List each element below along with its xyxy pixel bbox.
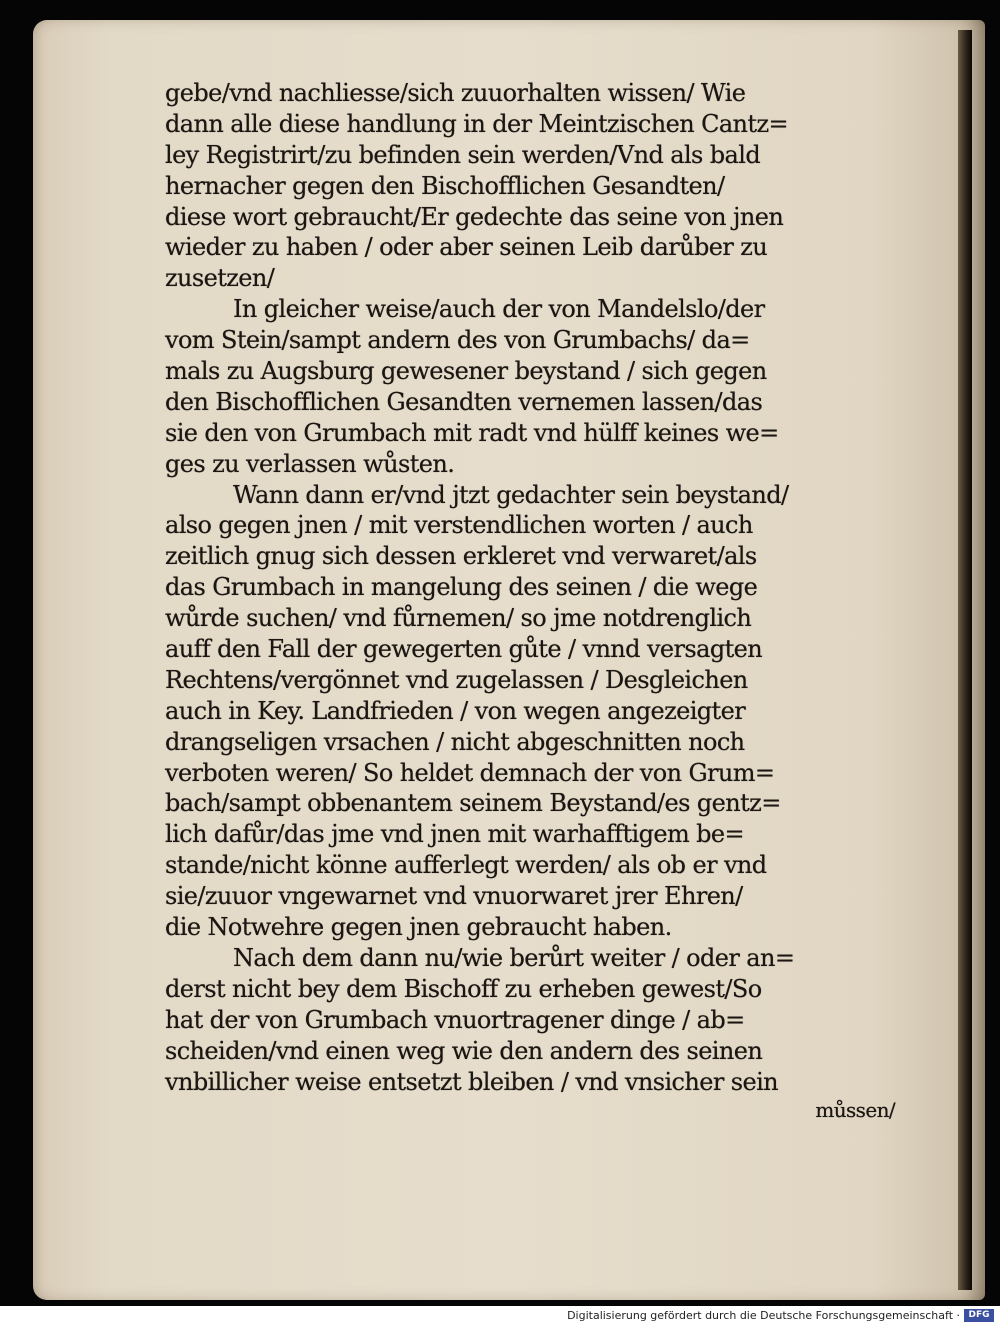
text-line: vom Stein/sampt andern des von Grumbachs/ da=	[165, 326, 750, 355]
text-line: Nach dem dann nu/wie berůrt weiter / oder an=	[233, 943, 795, 972]
text-line: hat der von Grumbach vnuortragener dinge / ab=	[165, 1005, 745, 1034]
text-line: vnbillicher weise entsetzt bleiben / vnd vnsicher sein	[165, 1067, 778, 1096]
text-line: wůrde suchen/ vnd fůrnemen/ so jme notdrenglich	[165, 604, 752, 633]
text-line: zusetzen/	[165, 264, 275, 293]
text-line: zeitlich gnug sich dessen erkleret vnd verwaret/als	[165, 542, 757, 571]
text-line: also gegen jnen / mit verstendlichen worten / auch	[165, 511, 753, 540]
text-line: Wann dann er/vnd jtzt gedachter sein beystand/	[233, 480, 789, 509]
text-line: scheiden/vnd einen weg wie den andern des seinen	[165, 1036, 763, 1065]
text-line: derst nicht bey dem Bischoff zu erheben gewest/So	[165, 974, 762, 1003]
text-line: mals zu Augsburg gewesener beystand / sich gegen	[165, 357, 767, 386]
text-line: das Grumbach in mangelung des seinen / die wege	[165, 573, 758, 602]
text-line: auch in Key. Landfrieden / von wegen angezeigter	[165, 696, 746, 725]
dfg-logo-icon: DFG	[964, 1309, 994, 1322]
text-line: wieder zu haben / oder aber seinen Leib darůber zu	[165, 233, 768, 262]
text-line: gebe/vnd nachliesse/sich zuuorhalten wissen/ Wie	[165, 79, 746, 107]
text-line: hernacher gegen den Bischofflichen Gesandten/	[165, 171, 725, 200]
text-line: auff den Fall der gewegerten gůte / vnnd versagten	[165, 635, 763, 664]
text-line: Rechtens/vergönnet vnd zugelassen / Desgleichen	[165, 665, 748, 694]
page-edge-shadow	[958, 30, 972, 1290]
text-line: die Notwehre gegen jnen gebraucht haben.	[165, 913, 672, 942]
page-text	[165, 78, 905, 1123]
text-line: dann alle diese handlung in der Meintzischen Cantz=	[165, 109, 789, 138]
text-line: sie/zuuor vngewarnet vnd vnuorwaret jrer Ehren/	[165, 882, 743, 911]
text-line: diese wort gebraucht/Er gedechte das seine von jnen	[165, 202, 784, 231]
text-line: den Bischofflichen Gesandten vernemen lassen/das	[165, 387, 763, 416]
text-line: drangseligen vrsachen / nicht abgeschnitten noch	[165, 727, 745, 756]
text-line: bach/sampt obbenantem seinem Beystand/es gentz=	[165, 789, 781, 818]
text-line: ges zu verlassen wůsten.	[165, 449, 455, 478]
text-line: stande/nicht könne aufferlegt werden/ als ob er vnd	[165, 851, 767, 880]
text-line: In gleicher weise/auch der von Mandelslo/der	[233, 295, 765, 324]
text-line: lich dafůr/das jme vnd jnen mit warhafftigem be=	[165, 820, 745, 849]
catchword: můssen/	[815, 1098, 895, 1123]
text-line: verboten weren/ So heldet demnach der von Grum=	[165, 758, 775, 787]
footer-bar	[0, 1306, 1000, 1326]
text-line: ley Registrirt/zu befinden sein werden/Vnd als bald	[165, 140, 761, 169]
text-line: sie den von Grumbach mit radt vnd hülff keines we=	[165, 418, 779, 447]
funding-credit: Digitalisierung gefördert durch die Deutsche Forschungsgemeinschaft ·	[567, 1309, 960, 1322]
